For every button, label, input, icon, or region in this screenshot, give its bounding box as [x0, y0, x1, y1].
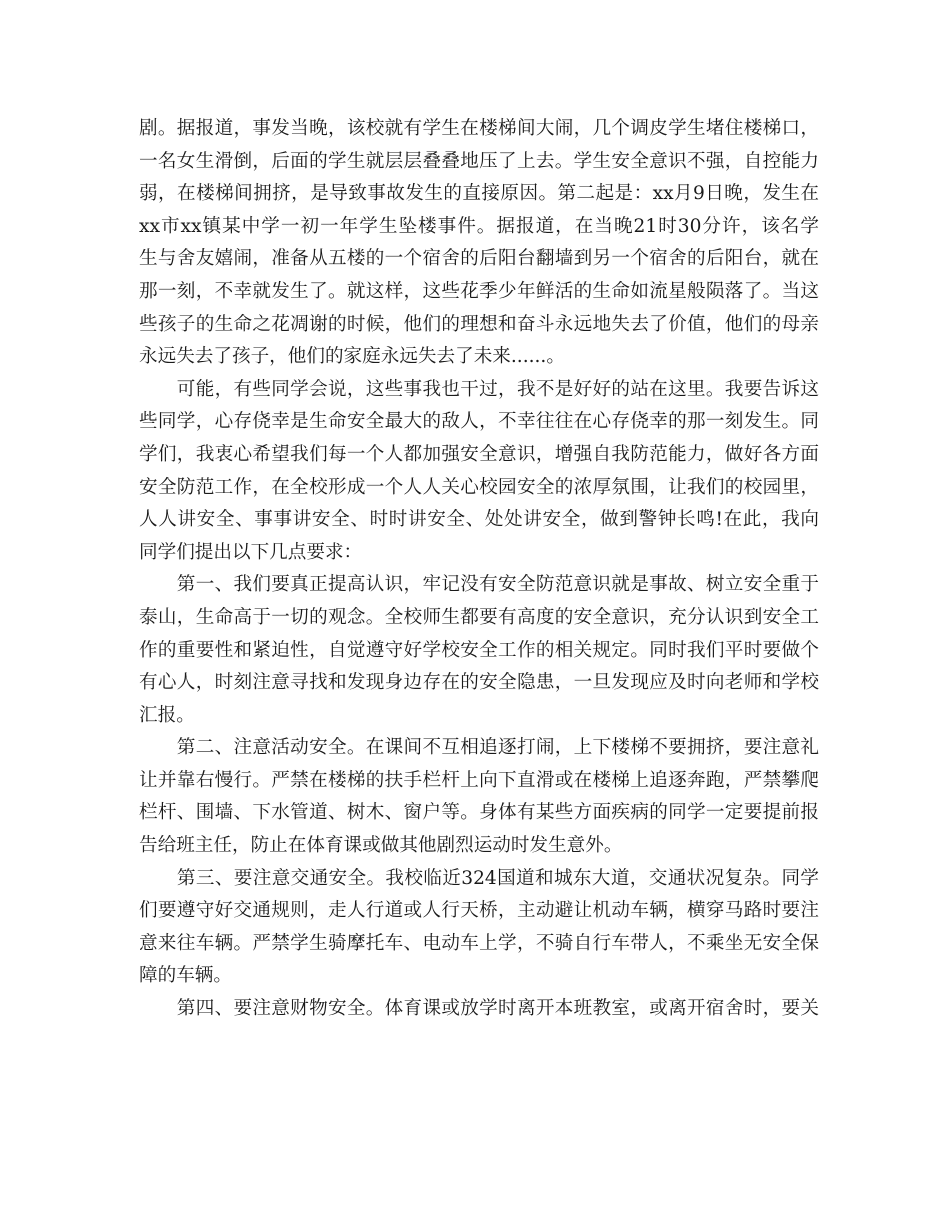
text-line: 让并靠右慢行。严禁在楼梯的扶手栏杆上向下直滑或在楼梯上追逐奔跑，严禁攀爬 [139, 769, 819, 791]
text-line: 剧。据报道，事发当晚，该校就有学生在楼梯间大闹，几个调皮学生堵住楼梯口， [139, 118, 819, 139]
text-line: 那一刻，不幸就发生了。就这样，这些花季少年鲜活的生命如流星般陨落了。当这 [139, 280, 819, 302]
text-line: 意来往车辆。严禁学生骑摩托车、电动车上学，不骑自行车带人，不乘坐无安全保 [139, 932, 819, 954]
text-line: 第四、要注意财物安全。体育课或放学时离开本班教室，或离开宿舍时，要关 [139, 998, 819, 1020]
paragraph-5 [139, 863, 819, 993]
text-line: 泰山，生命高于一切的观念。全校师生都要有高度的安全意识，充分认识到安全工 [139, 606, 819, 628]
paragraph-2 [139, 374, 819, 570]
text-line: 弱，在楼梯间拥挤，是导致事故发生的直接原因。第二起是：xx月9日晚，发生在 [139, 183, 819, 205]
paragraph-6 [139, 993, 819, 1026]
text-line: 学们，我衷心希望我们每一个人都加强安全意识，增强自我防范能力，做好各方面 [139, 443, 819, 465]
paragraph-3 [139, 569, 819, 732]
text-line: 栏杆、围墙、下水管道、树木、窗户等。身体有某些方面疾病的同学一定要提前报 [139, 802, 819, 824]
text-line: 一名女生滑倒，后面的学生就层层叠叠地压了上去。学生安全意识不强，自控能力 [139, 150, 819, 172]
text-line: 们要遵守好交通规则，走人行道或人行天桥，主动避让机动车辆，横穿马路时要注 [139, 900, 819, 922]
text-line: 第二、注意活动安全。在课间不互相追逐打闹，上下楼梯不要拥挤，要注意礼 [139, 737, 819, 759]
paragraph-1 [139, 113, 819, 374]
text-line: 第一、我们要真正提高认识，牢记没有安全防范意识就是事故、树立安全重于 [139, 574, 819, 596]
text-line: 安全防范工作，在全校形成一个人人关心校园安全的浓厚氛围，让我们的校园里， [139, 476, 819, 498]
text-line: 汇报。 [139, 704, 195, 726]
text-line: 人人讲安全、事事讲安全、时时讲安全、处处讲安全，做到警钟长鸣!在此，我向 [139, 509, 819, 531]
text-line: 些同学，心存侥幸是生命安全最大的敌人，不幸往往在心存侥幸的那一刻发生。同 [139, 411, 819, 433]
text-line: 第三、要注意交通安全。我校临近324国道和城东大道，交通状况复杂。同学 [139, 867, 819, 889]
text-line: 生与舍友嬉闹，准备从五楼的一个宿舍的后阳台翻墙到另一个宿舍的后阳台，就在 [139, 248, 819, 270]
text-line: 永远失去了孩子，他们的家庭永远失去了未来......。 [139, 346, 565, 368]
paragraph-4 [139, 732, 819, 862]
text-line: 些孩子的生命之花凋谢的时候，他们的理想和奋斗永远地失去了价值，他们的母亲 [139, 313, 819, 335]
text-line: 告给班主任，防止在体育课或做其他剧烈运动时发生意外。 [139, 835, 623, 857]
text-line: 障的车辆。 [139, 965, 232, 987]
text-line: 作的重要性和紧迫性，自觉遵守好学校安全工作的相关规定。同时我们平时要做个 [139, 639, 819, 661]
text-line: 有心人，时刻注意寻找和发现身边存在的安全隐患，一旦发现应及时向老师和学校 [139, 672, 819, 694]
text-line: 同学们提出以下几点要求： [139, 541, 363, 563]
text-line: xx市xx镇某中学一初一年学生坠楼事件。据报道，在当晚21时30分许，该名学 [139, 215, 819, 237]
document-body [139, 113, 819, 1026]
text-line: 可能，有些同学会说，这些事我也干过，我不是好好的站在这里。我要告诉这 [139, 378, 819, 400]
